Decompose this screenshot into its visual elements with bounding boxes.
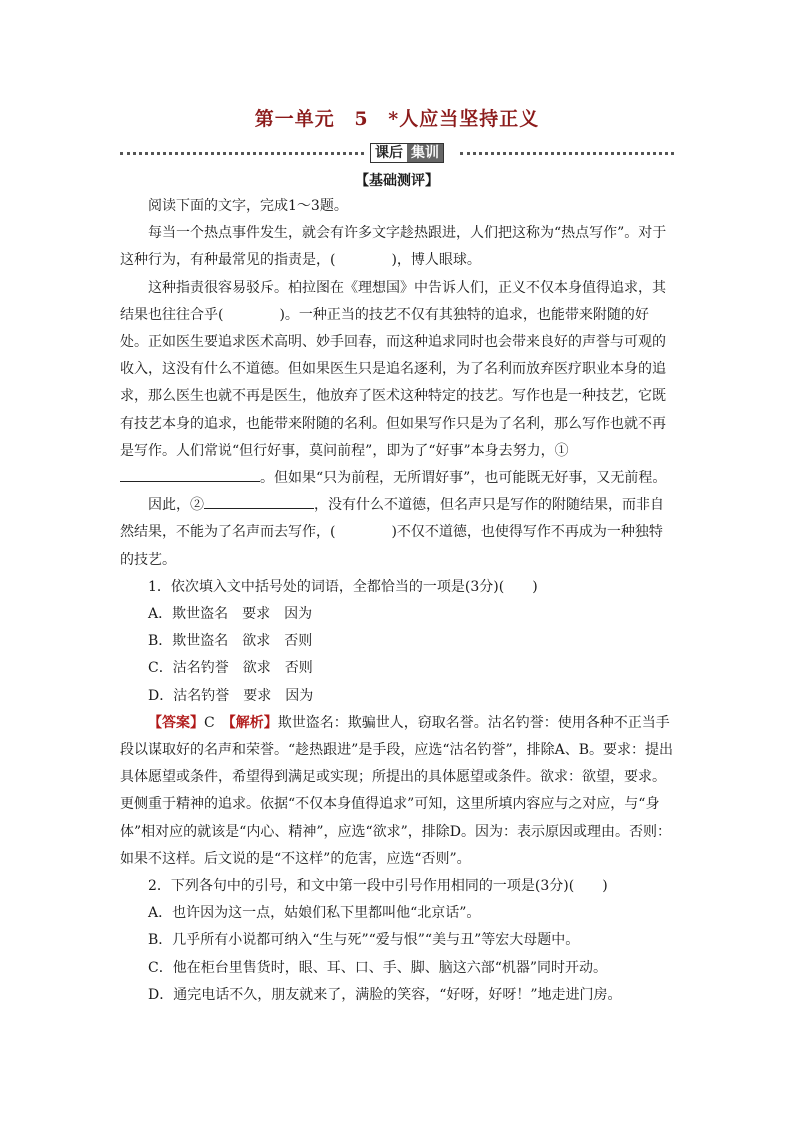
paragraph-2-text: 这种指责很容易驳斥。柏拉图在《理想国》中告诉人们，正义不仅本身值得追求，其结果也往往合乎( )。一种正当的技艺不仅有其独特的追求，也能带来附随的好处。正如医生要追求医术高明、妙手回春，而这种追求同时也会带来良好的声誉与可观的收入，这没有什么不道德。但如果医生只是追名逐利，为了名利而放弃医疗职业本身的追求，那么医生也就不再是医生，他放弃了医术这种特定的技艺。写作也是一种技艺，它既有技艺本身的追求，也能带来附随的名利。但如果写作只是为了名利，那么写作也就不再是写作。人们常说“但行好事，莫问前程”，即为了“好事”本身去努力，①: [120, 279, 666, 459]
question-2-stem: 2．下列各句中的引号，和文中第一段中引号作用相同的一项是(3分)( ): [148, 878, 608, 895]
answer-value: C: [204, 714, 215, 731]
question-2-option-d: D．通完电话不久，朋友就来了，满脸的笑容，“好呀，好呀！”地走进门房。: [148, 986, 622, 1003]
section-heading: 【基础测评】: [355, 173, 439, 189]
answer-label: 【答案】: [148, 714, 204, 731]
content-body: [120, 193, 674, 1009]
passage-paragraph-1: 每当一个热点事件发生，就会有许多文字趁热跟进，人们把这称为“热点写作”。对于这种行为，有种最常见的指责是，( )，博人眼球。: [120, 225, 667, 269]
section-divider: [120, 143, 674, 163]
question-2-option-a: A．也许因为这一点，姑娘们私下里都叫他“北京话”。: [148, 905, 481, 922]
dotted-rule-left: [120, 152, 364, 155]
question-1-option-d: D．沽名钓誉 要求 因为: [148, 687, 314, 704]
paragraph-3-start: 因此，②: [148, 497, 204, 514]
page-title: [0, 104, 794, 131]
lesson-title: *人应当坚持正义: [388, 108, 540, 130]
dotted-rule-right: [460, 152, 674, 155]
question-1-option-c: C．沽名钓誉 欲求 否则: [148, 660, 313, 677]
question-1-option-a: A．欺世盗名 要求 因为: [148, 606, 313, 623]
question-1-stem: 1．依次填入文中括号处的词语，全都恰当的一项是(3分)( ): [148, 578, 538, 595]
question-1-option-b: B．欺世盗名 欲求 否则: [148, 633, 313, 650]
section-tag: [370, 143, 444, 163]
answer-blank-2: [204, 494, 314, 509]
reading-intro: 阅读下面的文字，完成1～3题。: [148, 198, 348, 214]
passage-paragraph-2: [120, 275, 674, 493]
tag-left: 课后: [371, 144, 407, 162]
question-2-option-c: C．他在柜台里售货时，眼、耳、口、手、脚、脑这六部“机器”同时开动。: [148, 959, 608, 976]
tag-right: 集训: [407, 144, 443, 162]
question-2-option-b: B．几乎所有小说都可纳入“生与死”“爱与恨”“美与丑”等宏大母题中。: [148, 932, 580, 949]
unit-label: 第一单元: [254, 108, 335, 130]
analysis-label: 【解析】: [228, 714, 278, 731]
paragraph-3-end: ，没有什么不道德，但名声只是写作的附随结果，而非自然结果，不能为了名声而去写作，( )不仅不道德，也使得写作不再成为一种独特的技艺。: [120, 497, 664, 568]
passage-paragraph-3: [120, 492, 674, 574]
answer-blank-1: [120, 467, 260, 482]
analysis-text: 欺世盗名：欺骗世人，窃取名誉。沽名钓誉：使用各种不正当手段以谋取好的名声和荣誉。“趁热跟进”是手段，应选“沽名钓誉”，排除A、B。要求：提出具体愿望或条件，希望得到满足或实现；所提出的具体愿望或条件。欲求：欲望，要求。更侧重于精神的追求。依据“不仅本身值得追求”可知，这里所填内容应与之对应，与“身体”相对应的就该是“内心、精神”，应选“欲求”，排除D。因为：表示原因或理由。否则：如果不这样。后文说的是“不这样”的危害，应选“否则”。: [120, 714, 674, 867]
question-1-answer: [120, 710, 674, 873]
paragraph-2-end: 。但如果“只为前程，无所谓好事”，也可能既无好事，又无前程。: [260, 470, 667, 487]
lesson-number: 5: [354, 108, 369, 130]
